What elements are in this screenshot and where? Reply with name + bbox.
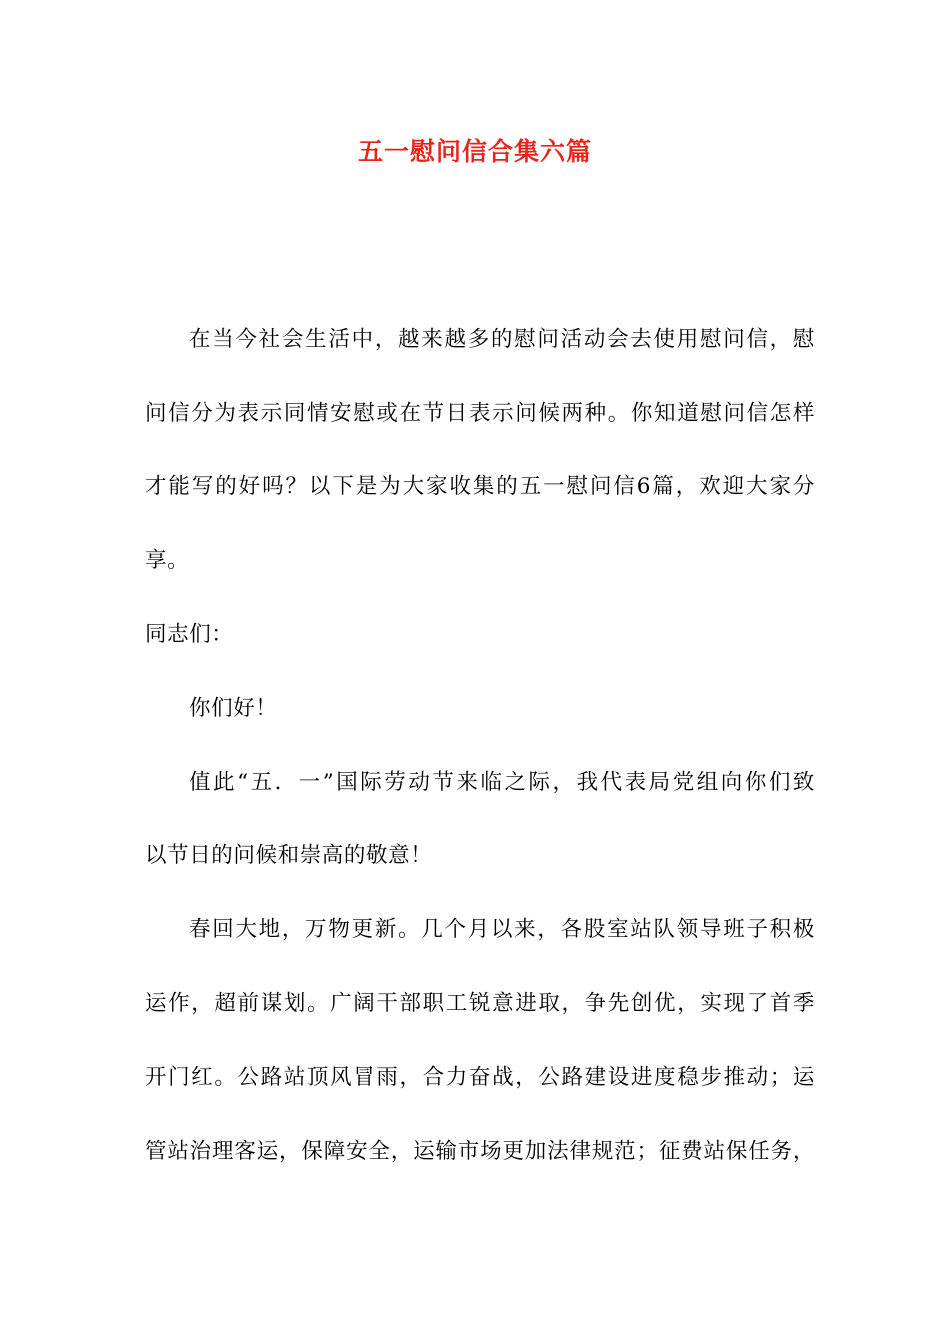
paragraph-line: 值此“五．一”国际劳动节来临之际，我代表局党组向你们致 bbox=[189, 770, 815, 795]
paragraph-line: 才能写的好吗？以下是为大家收集的五一慰问信6篇，欢迎大家分 bbox=[145, 474, 815, 499]
document-title: 五一慰问信合集六篇 bbox=[357, 137, 592, 166]
paragraph-line: 运作，超前谋划。广阔干部职工锐意进取，争先创优，实现了首季 bbox=[145, 991, 815, 1016]
paragraph-line: 以节日的问候和崇高的敬意！ bbox=[145, 843, 433, 868]
paragraph-line: 问信分为表示同情安慰或在节日表示问候两种。你知道慰问信怎样 bbox=[145, 401, 815, 426]
salutation: 同志们： bbox=[145, 622, 234, 647]
paragraph-line: 管站治理客运，保障安全，运输市场更加法律规范；征费站保任务， bbox=[145, 1139, 815, 1164]
paragraph-line: 开门红。公路站顶风冒雨，合力奋战，公路建设进度稳步推动；运 bbox=[145, 1065, 815, 1090]
paragraph-line: 春回大地，万物更新。几个月以来，各股室站队领导班子积极 bbox=[189, 917, 815, 942]
paragraph-line: 在当今社会生活中，越来越多的慰问活动会去使用慰问信，慰 bbox=[189, 327, 815, 352]
greeting: 你们好！ bbox=[189, 696, 278, 721]
paragraph-line: 享。 bbox=[145, 548, 190, 573]
